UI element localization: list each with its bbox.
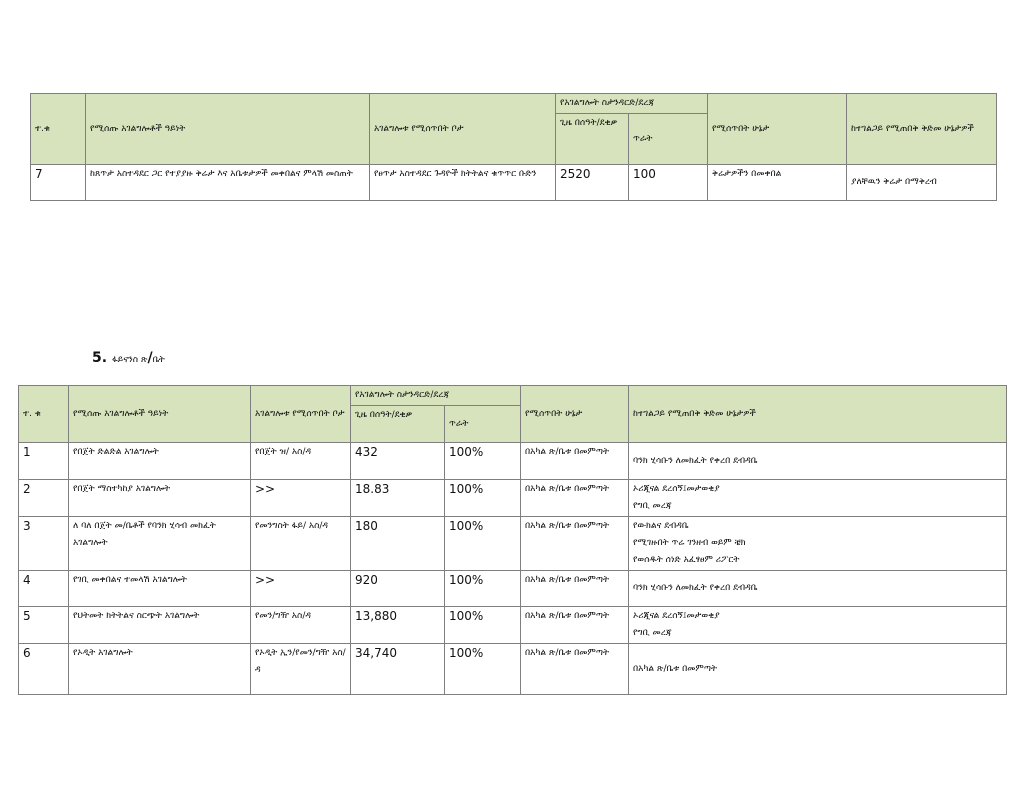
cell-no: 5: [19, 607, 69, 644]
header-no: ተ. ቁ: [19, 386, 69, 443]
cell-time: 18.83: [351, 480, 445, 517]
header-quality: ጥራት: [445, 406, 521, 443]
cell-time: 2520: [556, 165, 629, 201]
cell-time: 34,740: [351, 644, 445, 695]
cell-service-type: የህትመት ክትትልና ስርጭት አገልግሎት: [69, 607, 251, 644]
table-row: [19, 443, 1007, 480]
cell-preconditions: [629, 571, 1007, 607]
cell-no: 1: [19, 443, 69, 480]
header-no: ተ.ቁ: [31, 94, 86, 165]
cell-delivery-mode: በአካል ጽ/ቤቱ በመምጣት: [521, 480, 629, 517]
cell-quality: 100%: [445, 480, 521, 517]
cell-delivery-mode: በአካል ጽ/ቤቱ በመምጣት: [521, 644, 629, 695]
header-delivery-mode: የሚሰጥበት ሁኔታ: [708, 94, 847, 165]
header-preconditions: ከተገልጋይ የሚጠበቅ ቅድመ ሁኔታዎች: [847, 94, 997, 165]
section-title-post: ቤት: [152, 355, 165, 365]
service-table-top: [30, 93, 997, 201]
precondition-line: የወሰዱት ሰነድ አፈፃፀም ሪፖርት: [633, 555, 740, 565]
cell-service-place: የመንግስት ፋይ/ አስ/ዳ: [251, 517, 351, 571]
section-heading: [92, 350, 165, 366]
section-title-pre: ፋይናንስ ጽ: [111, 355, 148, 365]
section-number: 5.: [92, 350, 108, 366]
header-standard: የአገልግሎት ስታንዳርድ/ደረጃ: [556, 94, 708, 114]
cell-preconditions: [629, 443, 1007, 480]
cell-service-type: የበጀት ማስተካከያ አገልግሎት: [69, 480, 251, 517]
cell-delivery-mode: ቅሬታዎችን በመቀበል: [708, 165, 847, 201]
section-title-slash: /: [147, 350, 153, 366]
finance-service-table: [18, 385, 1007, 695]
cell-service-place: የመን/ግዥ አስ/ዳ: [251, 607, 351, 644]
cell-delivery-mode: በአካል ጽ/ቤቱ በመምጣት: [521, 607, 629, 644]
header-quality: ጥራት: [629, 114, 708, 165]
table-row: [19, 644, 1007, 695]
cell-no: 2: [19, 480, 69, 517]
header-time: ጊዜ በሰዓት/ደቂቃ: [351, 406, 445, 443]
header-preconditions: ከተገልጋይ የሚጠበቅ ቅድመ ሁኔታዎች: [629, 386, 1007, 443]
table-row: [19, 517, 1007, 571]
cell-no: 4: [19, 571, 69, 607]
cell-delivery-mode: በአካል ጽ/ቤቱ በመምጣት: [521, 571, 629, 607]
table-row: [19, 480, 1007, 517]
table-row: [19, 571, 1007, 607]
cell-service-place: >>: [251, 480, 351, 517]
cell-quality: 100%: [445, 644, 521, 695]
table-row: [19, 607, 1007, 644]
cell-preconditions: [629, 607, 1007, 644]
cell-time: 13,880: [351, 607, 445, 644]
cell-time: 180: [351, 517, 445, 571]
cell-preconditions: ያለቸዉን ቅሬታ በማቅረብ: [847, 165, 997, 201]
cell-no: 3: [19, 517, 69, 571]
cell-service-type: የበጀት ድልድል አገልግሎት: [69, 443, 251, 480]
cell-preconditions: [629, 644, 1007, 695]
cell-quality: 100%: [445, 517, 521, 571]
cell-quality: 100%: [445, 571, 521, 607]
precondition-line: ባንክ ሂሳቡን ለመክፈት የቀረበ ደብዳቤ: [633, 455, 758, 466]
cell-service-type: ለ ባለ በጀት መ/ቤቶች የባንክ ሂሳብ መክፈት አገልግሎት: [69, 517, 251, 571]
cell-quality: 100: [629, 165, 708, 201]
precondition-line: ኦሪጂናል ደረሰኝ፤መታወቂያ: [633, 611, 720, 621]
cell-service-type: የኦዲት አገልግሎት: [69, 644, 251, 695]
cell-quality: 100%: [445, 443, 521, 480]
header-time: ጊዜ በሰዓት/ደቂቃ: [556, 114, 629, 165]
cell-service-place: የበጀት ዝ/ አስ/ዳ: [251, 443, 351, 480]
header-standard: የአገልግሎት ስታንዳርድ/ደረጃ: [351, 386, 521, 406]
precondition-line: የውክልና ደብዳቤ: [633, 521, 689, 531]
cell-delivery-mode: በአካል ጽ/ቤቱ በመምጣት: [521, 443, 629, 480]
cell-preconditions: [629, 480, 1007, 517]
precondition-line: የግቢ መረጃ: [633, 501, 672, 511]
cell-service-place: >>: [251, 571, 351, 607]
cell-service-place: የፀጥታ አስተዳደር ጉዳዮች ክትትልና ቁጥጥር ቡድን: [370, 165, 556, 201]
precondition-line: የሚገዙበት ጥሬ ገንዘብ ወይም ቼክ: [633, 538, 746, 548]
cell-no: 6: [19, 644, 69, 695]
header-delivery-mode: የሚሰጥበት ሁኔታ: [521, 386, 629, 443]
cell-time: 920: [351, 571, 445, 607]
header-service-place: አገልግሎቱ የሚሰጥበት ቦታ: [251, 386, 351, 443]
cell-service-type: ከጸጥታ አስተዳደር ጋር የተያያዙ ቅሬታ እና አቤቱታዎች መቀበልና ምላሽ መስጠት: [86, 165, 370, 201]
cell-preconditions: [629, 517, 1007, 571]
table-row: [31, 165, 997, 201]
cell-time: 432: [351, 443, 445, 480]
header-service-type: የሚሰጡ አገልግሎቶች ዓይነት: [69, 386, 251, 443]
cell-no: 7: [31, 165, 86, 201]
cell-quality: 100%: [445, 607, 521, 644]
precondition-line: ባንክ ሂሳቡን ለመክፈት የቀረበ ደብዳቤ: [633, 583, 758, 593]
cell-service-place: የኦዲት ኢን/የመን/ግዥ አስ/ዳ: [251, 644, 351, 695]
precondition-line: በአካል ጽ/ቤቱ በመምጣት: [633, 663, 718, 674]
cell-delivery-mode: በአካል ጽ/ቤቱ በመምጣት: [521, 517, 629, 571]
precondition-line: የግቢ መረጃ: [633, 628, 672, 638]
precondition-line: ኦሪጂናል ደረሰኝ፤መታወቂያ: [633, 484, 720, 494]
cell-service-type: የገቢ መቀበልና ተመላሽ አገልግሎት: [69, 571, 251, 607]
header-service-place: አገልግሎቱ የሚሰጥበት ቦታ: [370, 94, 556, 165]
header-service-type: የሚሰጡ አገልግሎቶች ዓይነት: [86, 94, 370, 165]
